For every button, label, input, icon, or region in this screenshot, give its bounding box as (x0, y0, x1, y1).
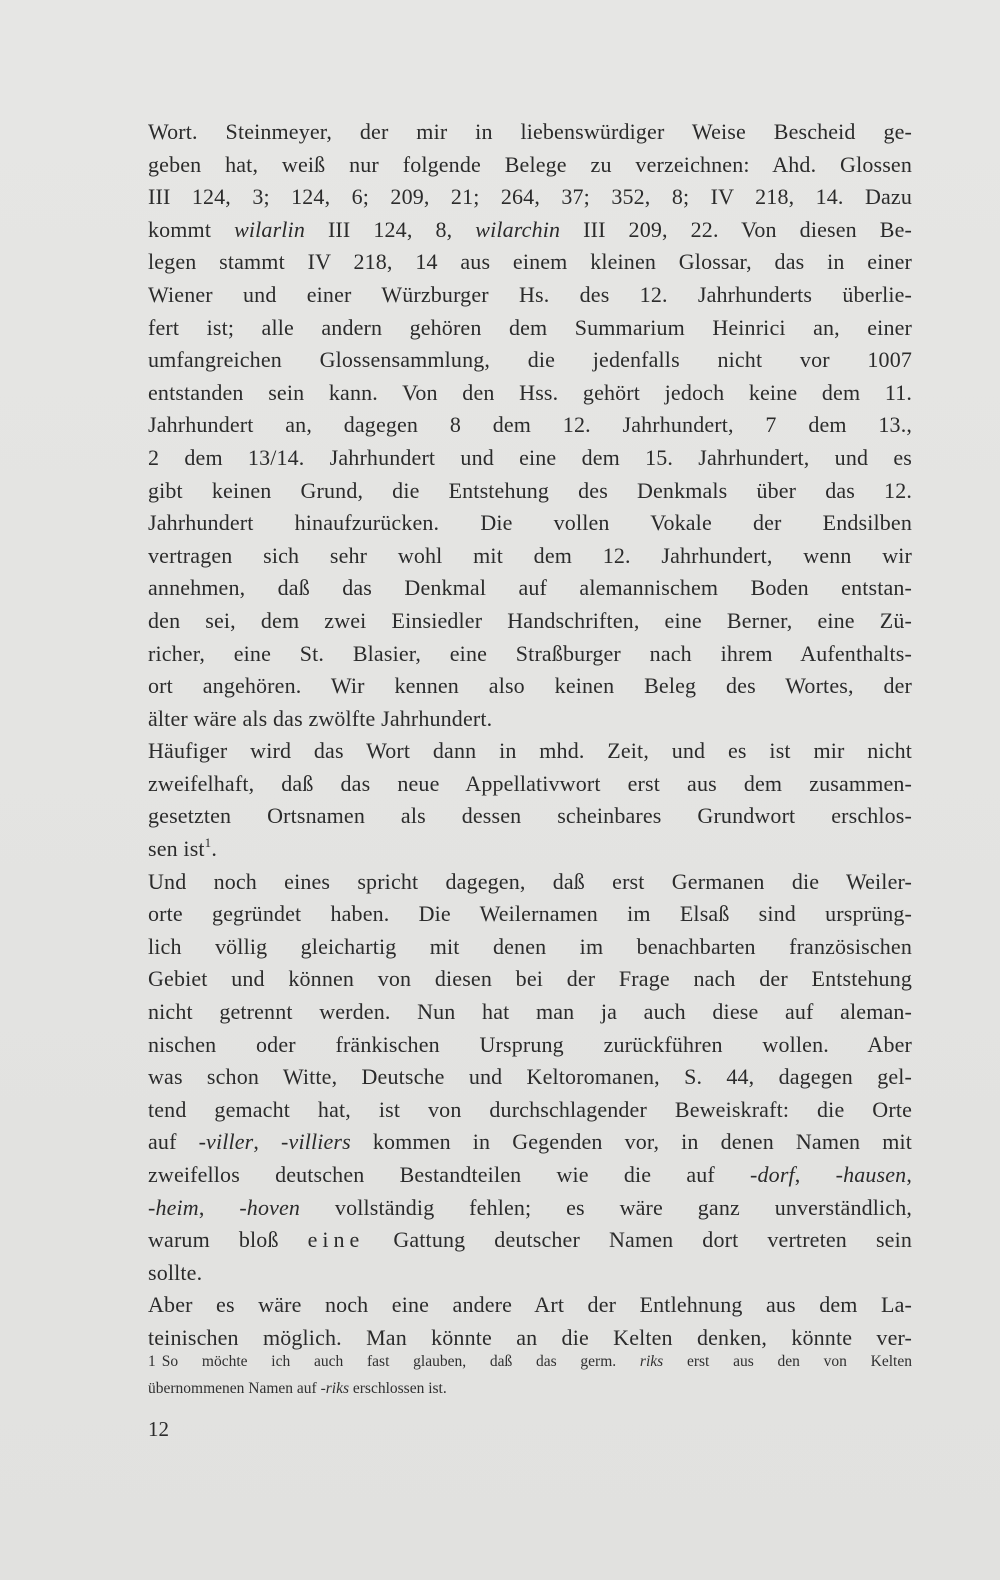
text-line: Und noch eines spricht dagegen, daß erst Germanen die Weiler- (148, 868, 912, 894)
text-line: 2 dem 13/14. Jahrhundert und eine dem 15. Jahrhundert, und es (148, 444, 912, 470)
italic-term: riks (639, 1353, 664, 1370)
text-run: vollständig fehlen; es wäre ganz unverständlich, (300, 1194, 912, 1220)
text-line: umfangreichen Glossensammlung, die jedenfalls nicht vor 1007 (148, 347, 912, 373)
text-line: legen stammt IV 218, 14 aus einem kleinen Glossar, das in einer (148, 249, 912, 275)
text-line: gibt keinen Grund, die Entstehung des Denkmals über das 12. (148, 477, 912, 503)
body-text (148, 116, 912, 1355)
text-run: erschlossen ist. (349, 1380, 447, 1397)
italic-term: -heim (148, 1194, 199, 1220)
italic-term: wilarchin (475, 216, 561, 242)
text-run: Gattung deutscher Namen dort vertreten sein (364, 1227, 912, 1253)
text-line: tend gemacht hat, ist von durchschlagender Beweiskraft: die Orte (148, 1096, 912, 1122)
text-line (148, 833, 912, 866)
text-line: annehmen, daß das Denkmal auf alemannischem Boden entstan- (148, 575, 912, 601)
text-line: teinischen möglich. Man könnte an die Kelten denken, könnte ver- (148, 1324, 912, 1350)
text-run: kommt (148, 216, 235, 242)
text-line: geben hat, weiß nur folgende Belege zu verzeichnen: Ahd. Glossen (148, 151, 912, 177)
text-run: , (906, 1162, 912, 1187)
text-run: warum bloß (148, 1227, 308, 1253)
text-line (148, 1224, 912, 1257)
text-line: Aber es wäre noch eine andere Art der Entlehnung aus dem La- (148, 1292, 912, 1318)
italic-term: -hoven (239, 1194, 301, 1220)
text-line: orte gegründet haben. Die Weilernamen im Elsaß sind ursprüng- (148, 901, 912, 927)
text-line: älter wäre als das zwölfte Jahrhundert. (148, 705, 493, 731)
text-line: Häufiger wird das Wort dann in mhd. Zeit, und es ist mir nicht (148, 738, 912, 764)
footnote-reference: 1 (204, 835, 212, 851)
text-line: den sei, dem zwei Einsiedler Handschriften, eine Berner, eine Zü- (148, 607, 912, 633)
text-line: richer, eine St. Blasier, eine Straßburger nach ihrem Aufenthalts- (148, 640, 912, 666)
text-line: III 124, 3; 124, 6; 209, 21; 264, 37; 352, 8; IV 218, 14. Dazu (148, 184, 912, 210)
text-run: zweifellos deutschen Bestandteilen wie die auf (148, 1162, 751, 1187)
text-line: vertragen sich sehr wohl mit dem 12. Jahrhundert, wenn wir (148, 542, 912, 568)
text-line: gesetzten Ortsnamen als dessen scheinbares Grundwort erschlos- (148, 803, 912, 829)
text-line: sollte. (148, 1259, 203, 1285)
text-line (148, 1126, 912, 1159)
italic-term: -viller (198, 1129, 254, 1155)
text-line: Wort. Steinmeyer, der mir in liebenswürdiger Weise Bescheid ge- (148, 119, 912, 144)
italic-term: wilarlin (234, 216, 305, 242)
italic-term: -riks (320, 1380, 350, 1397)
footnote-block (148, 1348, 912, 1402)
text-run: , (253, 1129, 282, 1155)
text-line: zweifelhaft, daß das neue Appellativwort erst aus dem zusammen- (148, 770, 912, 796)
text-line: entstanden sein kann. Von den Hss. gehört jedoch keine dem 11. (148, 379, 912, 405)
text-run: , (794, 1162, 836, 1187)
text-line: Wiener und einer Würzburger Hs. des 12. Jahrhunderts überlie- (148, 281, 912, 307)
text-line: fert ist; alle andern gehören dem Summarium Heinrici an, einer (148, 314, 912, 340)
text-run: III 124, 8, (304, 216, 476, 242)
text-run: So möchte ich auch fast glauben, daß das germ. (161, 1353, 640, 1370)
text-line (148, 214, 912, 247)
text-line: Jahrhundert an, dagegen 8 dem 12. Jahrhundert, 7 dem 13., (148, 412, 912, 438)
text-line: Gebiet und können von diesen bei der Frage nach der Entstehung (148, 966, 912, 992)
italic-term: -hausen (835, 1162, 907, 1187)
text-run: sen ist (148, 836, 205, 862)
spaced-emphasis: eine (307, 1227, 365, 1253)
text-line: Jahrhundert hinaufzurücken. Die vollen Vokale der Endsilben (148, 510, 912, 536)
text-run: auf (148, 1129, 199, 1155)
page-number: 12 (148, 1417, 169, 1441)
footnote-line (148, 1375, 912, 1402)
text-run: . (211, 836, 217, 862)
text-line: was schon Witte, Deutsche und Keltoromanen, S. 44, dagegen gel- (148, 1064, 912, 1090)
footnote-number: 1 (148, 1353, 156, 1370)
text-run: erst aus den von Kelten (663, 1353, 912, 1370)
text-line: lich völlig gleichartig mit denen im benachbarten französischen (148, 933, 912, 959)
text-run: , (198, 1194, 240, 1220)
text-line: ort angehören. Wir kennen also keinen Beleg des Wortes, der (148, 673, 912, 699)
text-line: nicht getrennt werden. Nun hat man ja auch diese auf aleman- (148, 999, 912, 1025)
text-line (148, 1192, 912, 1225)
italic-term: -villiers (281, 1129, 351, 1155)
text-run: übernommenen Namen auf (148, 1380, 321, 1397)
footnote-line (148, 1348, 912, 1375)
text-run: kommen in Gegenden vor, in denen Namen mit (350, 1129, 912, 1155)
text-run: III 209, 22. Von diesen Be- (560, 216, 912, 242)
text-line: nischen oder fränkischen Ursprung zurückführen wollen. Aber (148, 1031, 912, 1057)
text-line (148, 1159, 912, 1192)
italic-term: -dorf (750, 1162, 795, 1187)
